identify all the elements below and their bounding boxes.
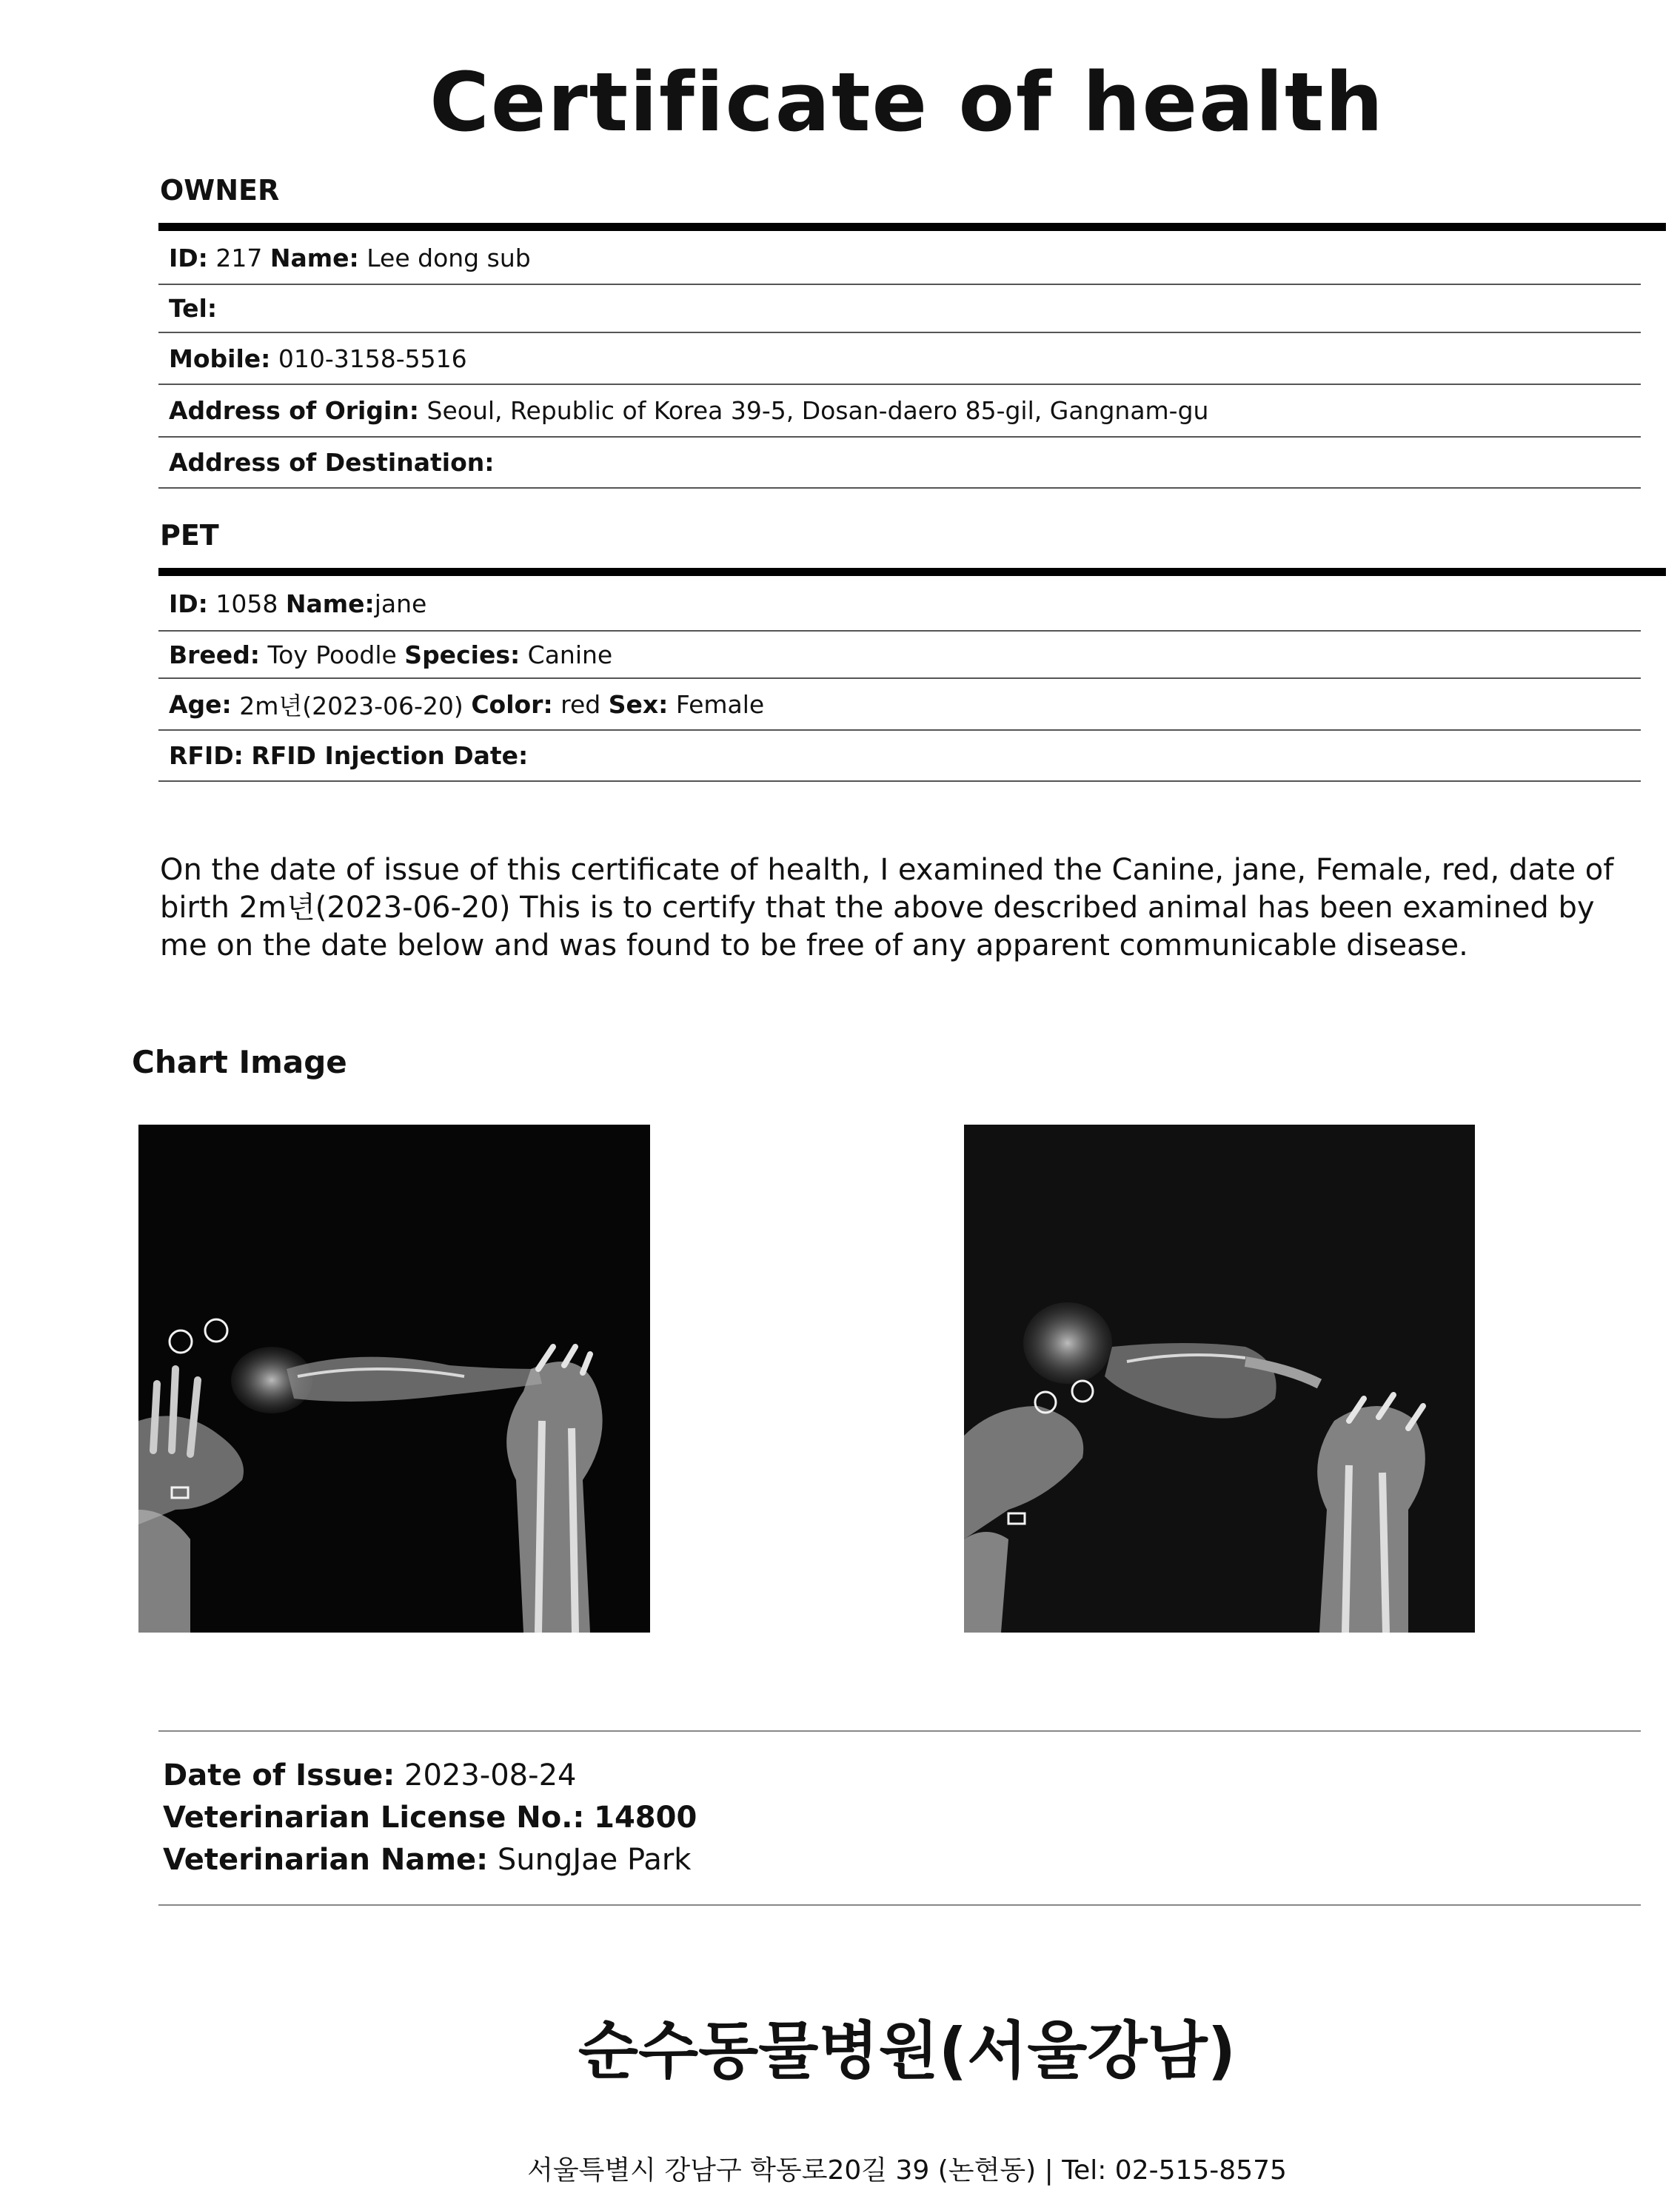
pet-age-value: 2m년(2023-06-20) <box>239 691 463 720</box>
owner-section-label: OWNER <box>160 174 280 207</box>
issue-details <box>163 1755 697 1881</box>
pet-color-value: red <box>560 689 601 719</box>
pet-breed-label: Breed: <box>169 640 261 669</box>
pet-breed-row <box>158 632 1641 679</box>
owner-mobile-label: Mobile: <box>169 344 271 373</box>
pet-name-label: Name: <box>285 589 375 618</box>
hospital-address: 서울특별시 강남구 학동로20길 39 (논현동) | Tel: 02-515-8575 <box>527 2155 1287 2186</box>
certification-statement: On the date of issue of this certificate of health, I examined the Canine, jane, Female, red, date of birth 2m년(2023-06-20) This is to certify that the above described animal has been examined by me on the date below and was found to be free of any apparent communicable disease. <box>160 853 1614 963</box>
owner-id-row <box>158 232 1641 285</box>
owner-destination-label: Address of Destination: <box>169 448 495 477</box>
owner-id-label: ID: <box>169 243 208 272</box>
issue-date-value: 2023-08-24 <box>404 1758 577 1792</box>
pet-rfid-date-label: RFID Injection Date: <box>251 741 529 770</box>
pet-sex-label: Sex: <box>608 689 669 719</box>
xray-image-2-graphic <box>964 1125 1475 1633</box>
pet-id-value: 1058 <box>215 589 278 618</box>
owner-tel-label: Tel: <box>169 294 218 323</box>
license-line <box>163 1797 697 1839</box>
vet-name-line <box>163 1839 697 1881</box>
owner-id-value: 217 <box>215 243 263 272</box>
page-title: Certificate of health <box>429 55 1385 150</box>
pet-sex-value: Female <box>675 689 765 719</box>
license-value: 14800 <box>594 1801 697 1835</box>
pet-age-label: Age: <box>169 689 232 719</box>
owner-tel-row <box>158 285 1641 333</box>
issue-bottom-divider <box>158 1904 1641 1906</box>
pet-species-label: Species: <box>404 640 521 669</box>
pet-breed-value: Toy Poodle <box>267 640 397 669</box>
owner-origin-value: Seoul, Republic of Korea 39-5, Dosan-daero 85-gil, Gangnam-gu <box>426 396 1209 425</box>
pet-id-row <box>158 577 1641 632</box>
vet-name-label: Veterinarian Name: <box>163 1843 489 1877</box>
issue-top-divider <box>158 1730 1641 1732</box>
xray-image-2 <box>964 1125 1475 1633</box>
issue-date-line <box>163 1755 697 1797</box>
pet-rfid-row <box>158 731 1641 782</box>
owner-name-label: Name: <box>270 243 359 272</box>
owner-divider <box>158 223 1666 231</box>
owner-origin-row <box>158 385 1641 438</box>
pet-species-value: Canine <box>527 640 613 669</box>
xray-image-1 <box>138 1125 650 1633</box>
hospital-name: 순수동물병원(서울강남) <box>578 2015 1236 2087</box>
xray-image-1-graphic <box>138 1125 650 1633</box>
pet-divider <box>158 568 1666 576</box>
pet-section-label: PET <box>160 519 219 552</box>
pet-age-row <box>158 679 1641 731</box>
issue-date-label: Date of Issue: <box>163 1758 395 1792</box>
owner-name-value: Lee dong sub <box>367 243 531 272</box>
pet-color-label: Color: <box>471 689 553 719</box>
owner-origin-label: Address of Origin: <box>169 396 419 425</box>
license-label: Veterinarian License No.: <box>163 1801 585 1835</box>
owner-destination-row <box>158 438 1641 489</box>
chart-image-heading: Chart Image <box>132 1044 347 1080</box>
owner-mobile-row <box>158 333 1641 385</box>
owner-mobile-value: 010-3158-5516 <box>278 344 467 373</box>
pet-name-value: jane <box>374 589 427 618</box>
pet-rfid-label: RFID: <box>169 741 244 770</box>
pet-id-label: ID: <box>169 589 208 618</box>
vet-name-value: SungJae Park <box>497 1843 692 1877</box>
